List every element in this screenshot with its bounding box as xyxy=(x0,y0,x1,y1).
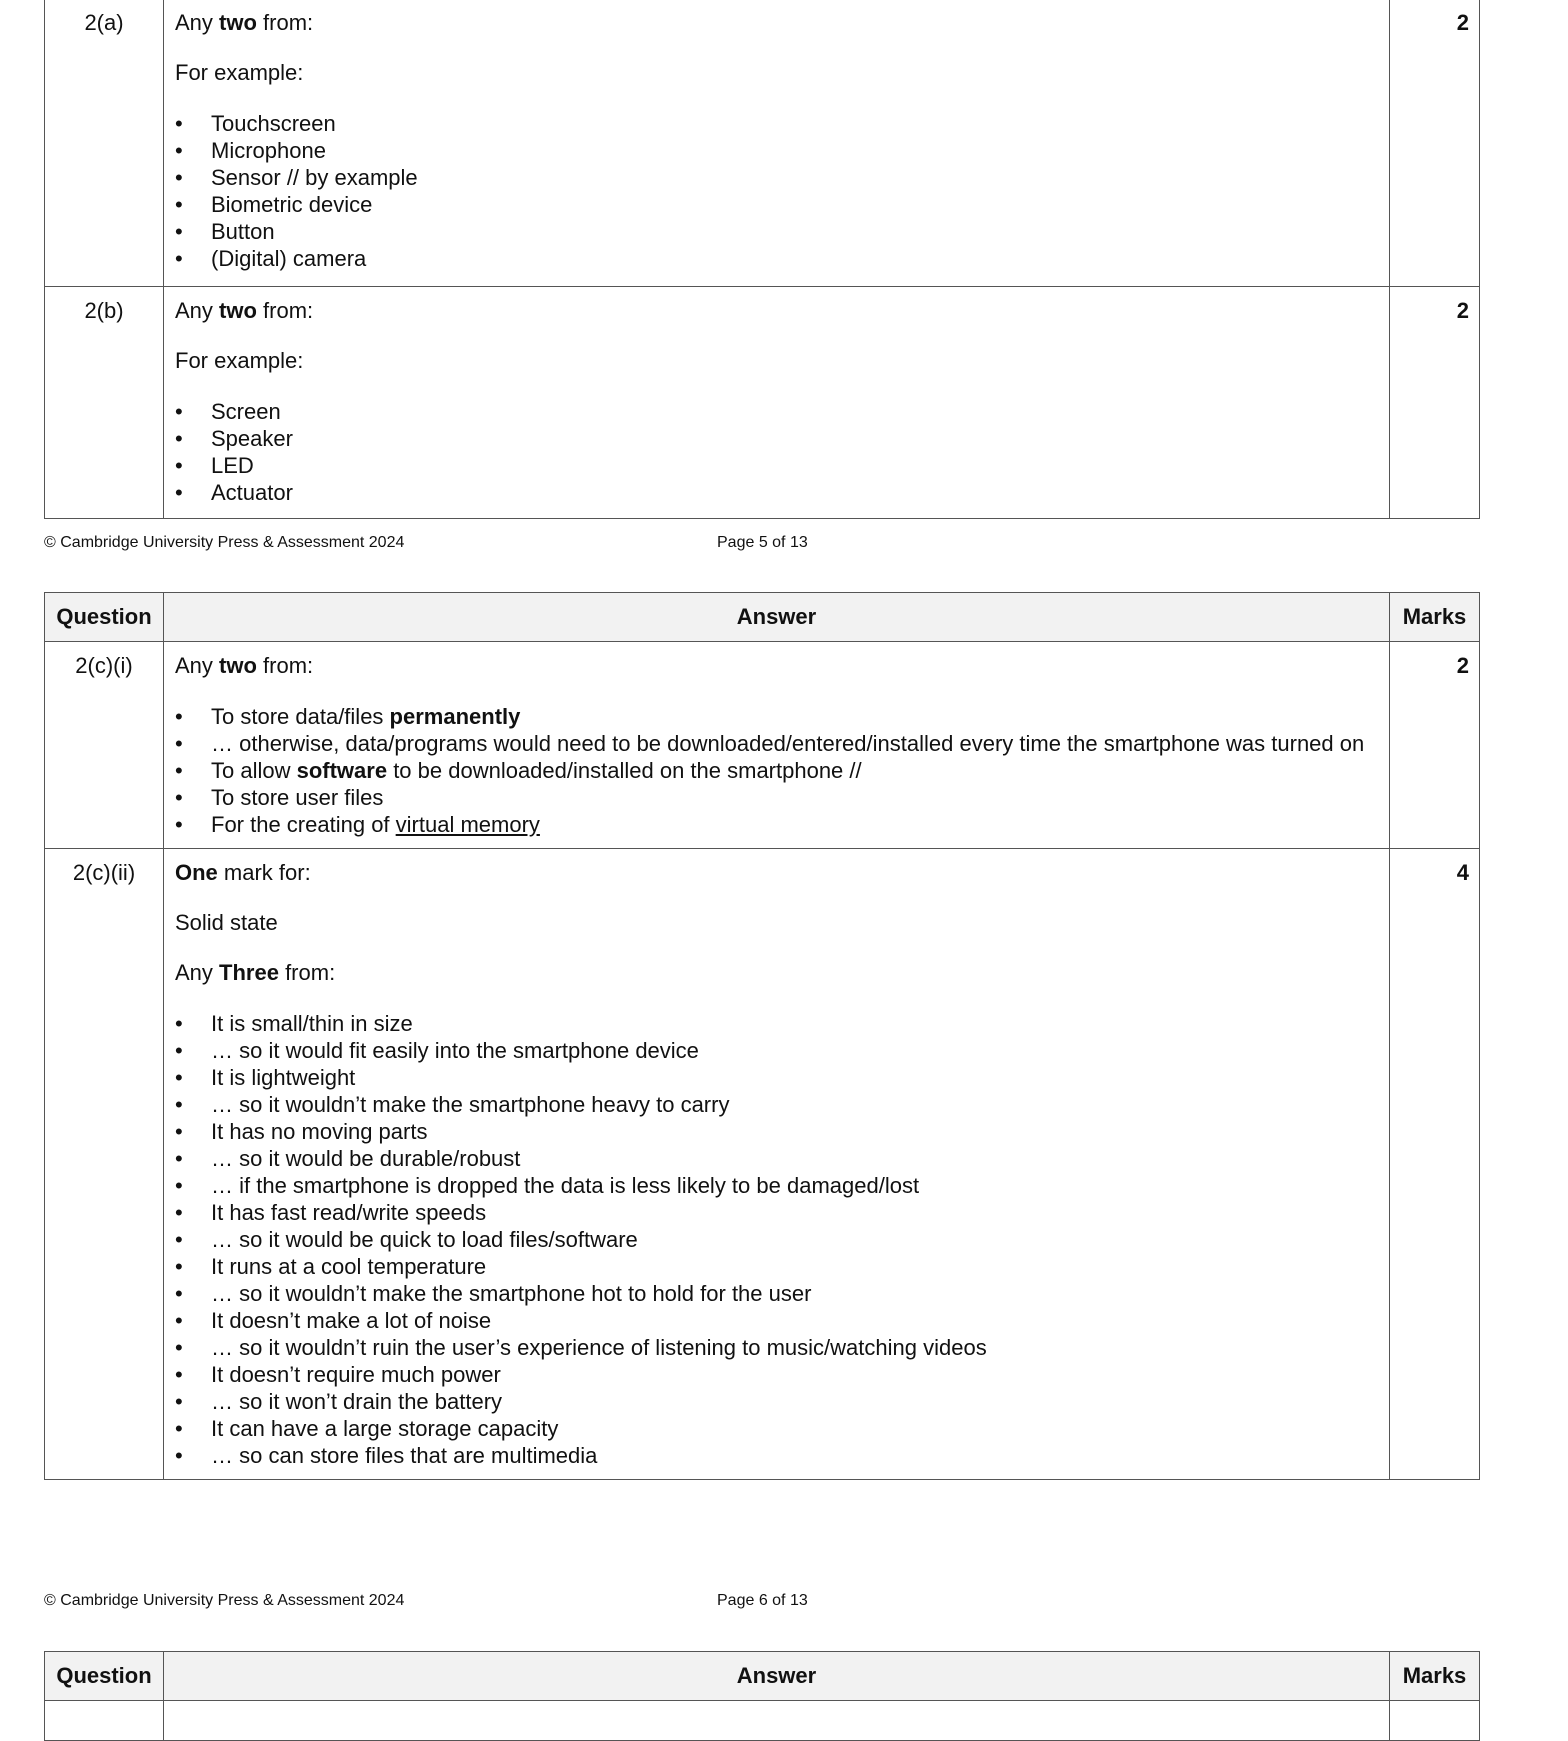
list-item: • For the creating of virtual memory xyxy=(175,811,1379,838)
list-item: • It doesn’t require much power xyxy=(175,1361,1379,1388)
question-number: 2(a) xyxy=(45,0,164,287)
question-number: 2(b) xyxy=(45,287,164,519)
list-item: • … so it would be quick to load files/software xyxy=(175,1226,1379,1253)
list-item: • LED xyxy=(175,452,1379,479)
list-item: • … so it wouldn’t ruin the user’s experience of listening to music/watching videos xyxy=(175,1334,1379,1361)
answer-intro: Any two from: xyxy=(175,10,314,35)
marks-value: 4 xyxy=(1390,849,1480,1480)
mark-scheme-table-page6 xyxy=(44,592,1480,1480)
list-item: • To store user files xyxy=(175,784,1379,811)
list-item: • … so it wouldn’t make the smartphone hot to hold for the user xyxy=(175,1280,1379,1307)
column-header-question: Question xyxy=(45,1652,164,1701)
answer-intro: Any Three from: xyxy=(175,960,336,985)
mark-scheme-table-page5 xyxy=(44,0,1480,519)
list-item: • … so it won’t drain the battery xyxy=(175,1388,1379,1415)
answer-intro: One mark for: xyxy=(175,860,311,885)
table-row xyxy=(45,0,1480,287)
list-item: • To store data/files permanently xyxy=(175,703,1379,730)
copyright-text: © Cambridge University Press & Assessment 2024 xyxy=(44,534,405,551)
list-item: • Sensor // by example xyxy=(175,164,1379,191)
list-item: • To allow software to be downloaded/installed on the smartphone // xyxy=(175,757,1379,784)
answer-cell xyxy=(164,287,1390,519)
table-header-row xyxy=(45,1652,1480,1701)
page-footer xyxy=(44,534,1480,554)
list-item: • Microphone xyxy=(175,137,1379,164)
page-footer xyxy=(44,1592,1480,1612)
table-row xyxy=(45,287,1480,519)
list-item: • It runs at a cool temperature xyxy=(175,1253,1379,1280)
list-item: • It is lightweight xyxy=(175,1064,1379,1091)
list-item: • It has fast read/write speeds xyxy=(175,1199,1379,1226)
answer-cell xyxy=(164,849,1390,1480)
table-row xyxy=(45,642,1480,849)
page-number: Page 5 of 13 xyxy=(717,534,808,551)
list-item: • … so it wouldn’t make the smartphone heavy to carry xyxy=(175,1091,1379,1118)
example-label: For example: xyxy=(175,60,304,85)
marks-value: 2 xyxy=(1390,0,1480,287)
column-header-marks: Marks xyxy=(1390,593,1480,642)
list-item: • It is small/thin in size xyxy=(175,1010,1379,1037)
answer-cell xyxy=(164,642,1390,849)
list-item: • … so it would fit easily into the smartphone device xyxy=(175,1037,1379,1064)
list-item: • Button xyxy=(175,218,1379,245)
list-item: • … so can store files that are multimedia xyxy=(175,1442,1379,1469)
list-item: • Actuator xyxy=(175,479,1379,506)
page-number: Page 6 of 13 xyxy=(717,1592,808,1609)
answer-intro: Any two from: xyxy=(175,653,314,678)
question-number: 2(c)(ii) xyxy=(45,849,164,1480)
answer-list xyxy=(175,703,1379,838)
column-header-marks: Marks xyxy=(1390,1652,1480,1701)
list-item: • … if the smartphone is dropped the data is less likely to be damaged/lost xyxy=(175,1172,1379,1199)
table-row xyxy=(45,1701,1480,1741)
copyright-text: © Cambridge University Press & Assessment 2024 xyxy=(44,1592,405,1609)
example-label: For example: xyxy=(175,348,304,373)
answer-list xyxy=(175,110,1379,272)
answer-cell xyxy=(164,0,1390,287)
answer-line: Solid state xyxy=(175,910,278,935)
marks-value: 2 xyxy=(1390,287,1480,519)
list-item: • Screen xyxy=(175,398,1379,425)
answer-list xyxy=(175,398,1379,506)
column-header-answer: Answer xyxy=(164,1652,1390,1701)
list-item: • Biometric device xyxy=(175,191,1379,218)
list-item: • Speaker xyxy=(175,425,1379,452)
table-header-row xyxy=(45,593,1480,642)
list-item: • … otherwise, data/programs would need to be downloaded/entered/installed every time the smartphone was turned on xyxy=(175,730,1379,757)
marks-value: 2 xyxy=(1390,642,1480,849)
list-item: • Touchscreen xyxy=(175,110,1379,137)
table-row xyxy=(45,849,1480,1480)
underlined-term: virtual memory xyxy=(395,812,540,837)
list-item: • It has no moving parts xyxy=(175,1118,1379,1145)
question-number: 2(c)(i) xyxy=(45,642,164,849)
answer-intro: Any two from: xyxy=(175,298,314,323)
column-header-question: Question xyxy=(45,593,164,642)
list-item: • (Digital) camera xyxy=(175,245,1379,272)
answer-list xyxy=(175,1010,1379,1469)
column-header-answer: Answer xyxy=(164,593,1390,642)
mark-scheme-table-page7 xyxy=(44,1651,1480,1741)
list-item: • It can have a large storage capacity xyxy=(175,1415,1379,1442)
list-item: • It doesn’t make a lot of noise xyxy=(175,1307,1379,1334)
list-item: • … so it would be durable/robust xyxy=(175,1145,1379,1172)
